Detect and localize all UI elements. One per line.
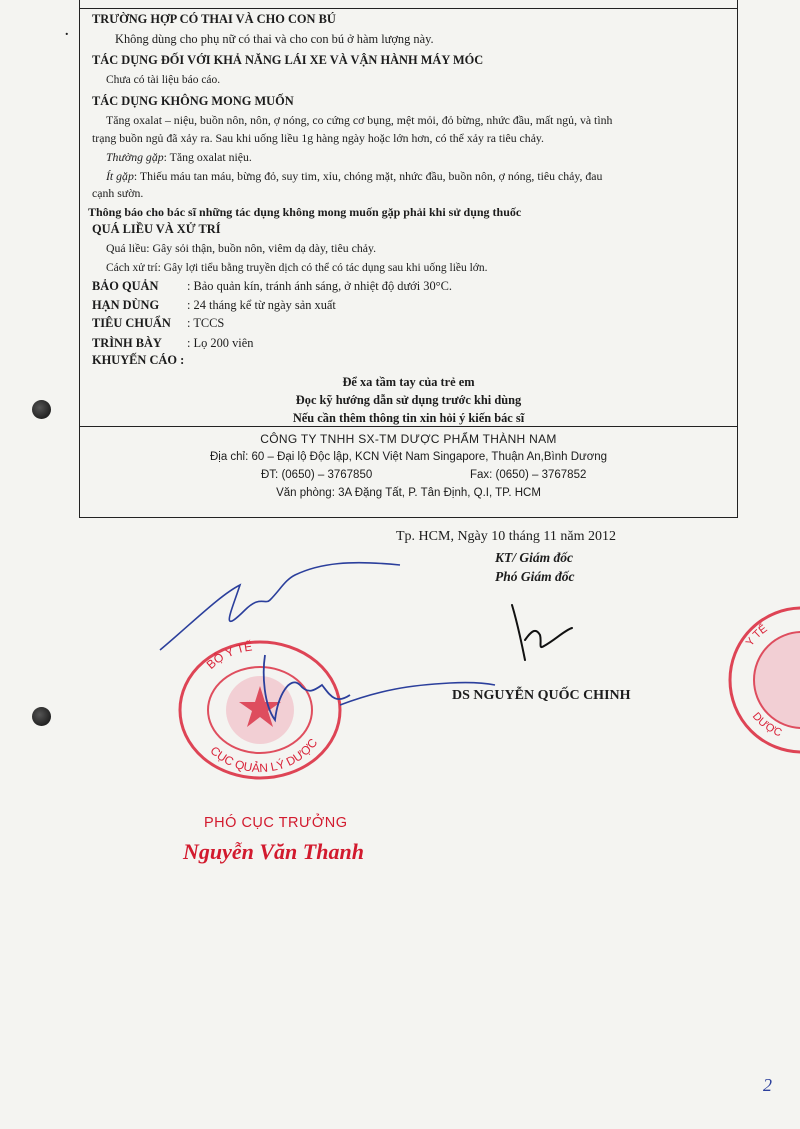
signer-role-2: Phó Giám đốc (495, 569, 575, 584)
treatment-text: Cách xử trí: Gây lợi tiểu bằng truyền dịch có thể có tác dụng sau khi uống liều lớn. (106, 262, 488, 274)
spec-label-standard: TIÊU CHUẨN (92, 316, 171, 330)
common-effects (106, 150, 252, 165)
spec-value-storage: : Bảo quản kín, tránh ánh sáng, ở nhiệt độ dưới 30°C. (187, 279, 452, 293)
company-address: Địa chỉ: 60 – Đại lộ Độc lập, KCN Việt Nam Singapore, Thuận An,Bình Dương (209, 451, 608, 463)
spec-value-expiry: : 24 tháng kể từ ngày sản xuất (187, 298, 336, 312)
spec-label-expiry: HẠN DÙNG (92, 298, 160, 312)
company-office: Văn phòng: 3A Đặng Tất, P. Tân Định, Q.I, TP. HCM (276, 487, 541, 499)
header-dot: . (65, 24, 69, 39)
spec-value-packaging: : Lọ 200 viên (187, 336, 254, 350)
side-effects-line2: trạng buồn ngủ đã xảy ra. Sau khi uống liều 1g hàng ngày hoặc lớn hơn, có thể xảy ra tiêu chảy. (92, 131, 545, 145)
notify-doctor: Thông báo cho bác sĩ những tác dụng không mong muốn gặp phải khi sử dụng thuốc (88, 205, 522, 219)
company-rule (80, 426, 737, 427)
signer-name: DS NGUYỄN QUỐC CHINH (452, 688, 631, 703)
stamp2-text-bottom: DƯỢC (749, 710, 784, 740)
official-title: PHÓ CỤC TRƯỞNG (204, 815, 348, 831)
warning-heading: KHUYẾN CÁO : (92, 353, 185, 367)
stamp-text-top: BỘ Y TẾ (203, 639, 254, 672)
company-name: CÔNG TY TNHH SX-TM DƯỢC PHẨM THÀNH NAM (260, 432, 557, 446)
company-phone: ĐT: (0650) – 3767850 (261, 469, 373, 481)
spec-label-packaging: TRÌNH BÀY (92, 336, 162, 350)
side-effects-line1: Tăng oxalat – niệu, buồn nôn, nôn, ợ nóng, co cứng cơ bụng, mệt mỏi, đỏ bừng, nhức đầu, mất ngủ, và tình (106, 113, 613, 127)
top-rule (80, 8, 737, 9)
date-line: Tp. HCM, Ngày 10 tháng 11 năm 2012 (396, 529, 616, 544)
spec-label-storage: BẢO QUẢN (92, 279, 159, 293)
overdose-heading: QUÁ LIỀU VÀ XỬ TRÍ (92, 222, 221, 236)
rare-label: Ít gặp (106, 169, 134, 183)
side-effects-heading: TÁC DỤNG KHÔNG MONG MUỐN (92, 94, 294, 108)
warning-line1: Để xa tầm tay của trẻ em (342, 375, 475, 389)
pregnancy-heading: TRƯỜNG HỢP CÓ THAI VÀ CHO CON BÚ (92, 12, 336, 26)
punch-hole-top (32, 400, 51, 419)
partial-stamp-right (712, 600, 800, 760)
signer-role-1: KT/ Giám đốc (495, 550, 573, 565)
driving-text: Chưa có tài liệu báo cáo. (106, 74, 221, 86)
rare-effects (106, 169, 602, 184)
spec-value-standard: : TCCS (187, 316, 225, 330)
company-fax: Fax: (0650) – 3767852 (470, 469, 587, 481)
common-label: Thường gặp (106, 150, 164, 164)
rare-line2: cạnh sườn. (92, 186, 144, 200)
warning-line3: Nếu cần thêm thông tin xin hỏi ý kiến bác sĩ (292, 411, 525, 425)
pregnancy-text: Không dùng cho phụ nữ có thai và cho con bú ở hàm lượng này. (115, 32, 434, 46)
stamp2-text-top: Y TẾ (743, 622, 770, 649)
company-signature (500, 600, 580, 670)
page-number-mark: 2 (763, 1075, 772, 1095)
overdose-text: Quá liều: Gây sỏi thận, buồn nôn, viêm dạ dày, tiêu chảy. (106, 241, 377, 255)
official-signature (150, 555, 500, 735)
stamp-text-bottom: CỤC QUẢN LÝ DƯỢC (207, 735, 321, 776)
warning-line2: Đọc kỹ hướng dẫn sử dụng trước khi dùng (295, 393, 522, 407)
punch-hole-bottom (32, 707, 51, 726)
rare-line1: : Thiếu máu tan máu, bừng đỏ, suy tim, xỉu, chóng mặt, nhức đầu, buồn nôn, ợ nóng, tiêu chảy, đau (133, 169, 603, 183)
common-text: : Tăng oxalat niệu. (163, 150, 252, 164)
driving-heading: TÁC DỤNG ĐỐI VỚI KHẢ NĂNG LÁI XE VÀ VẬN HÀNH MÁY MÓC (92, 53, 484, 67)
official-name: Nguyễn Văn Thanh (183, 839, 364, 864)
leaflet-box (79, 0, 738, 518)
